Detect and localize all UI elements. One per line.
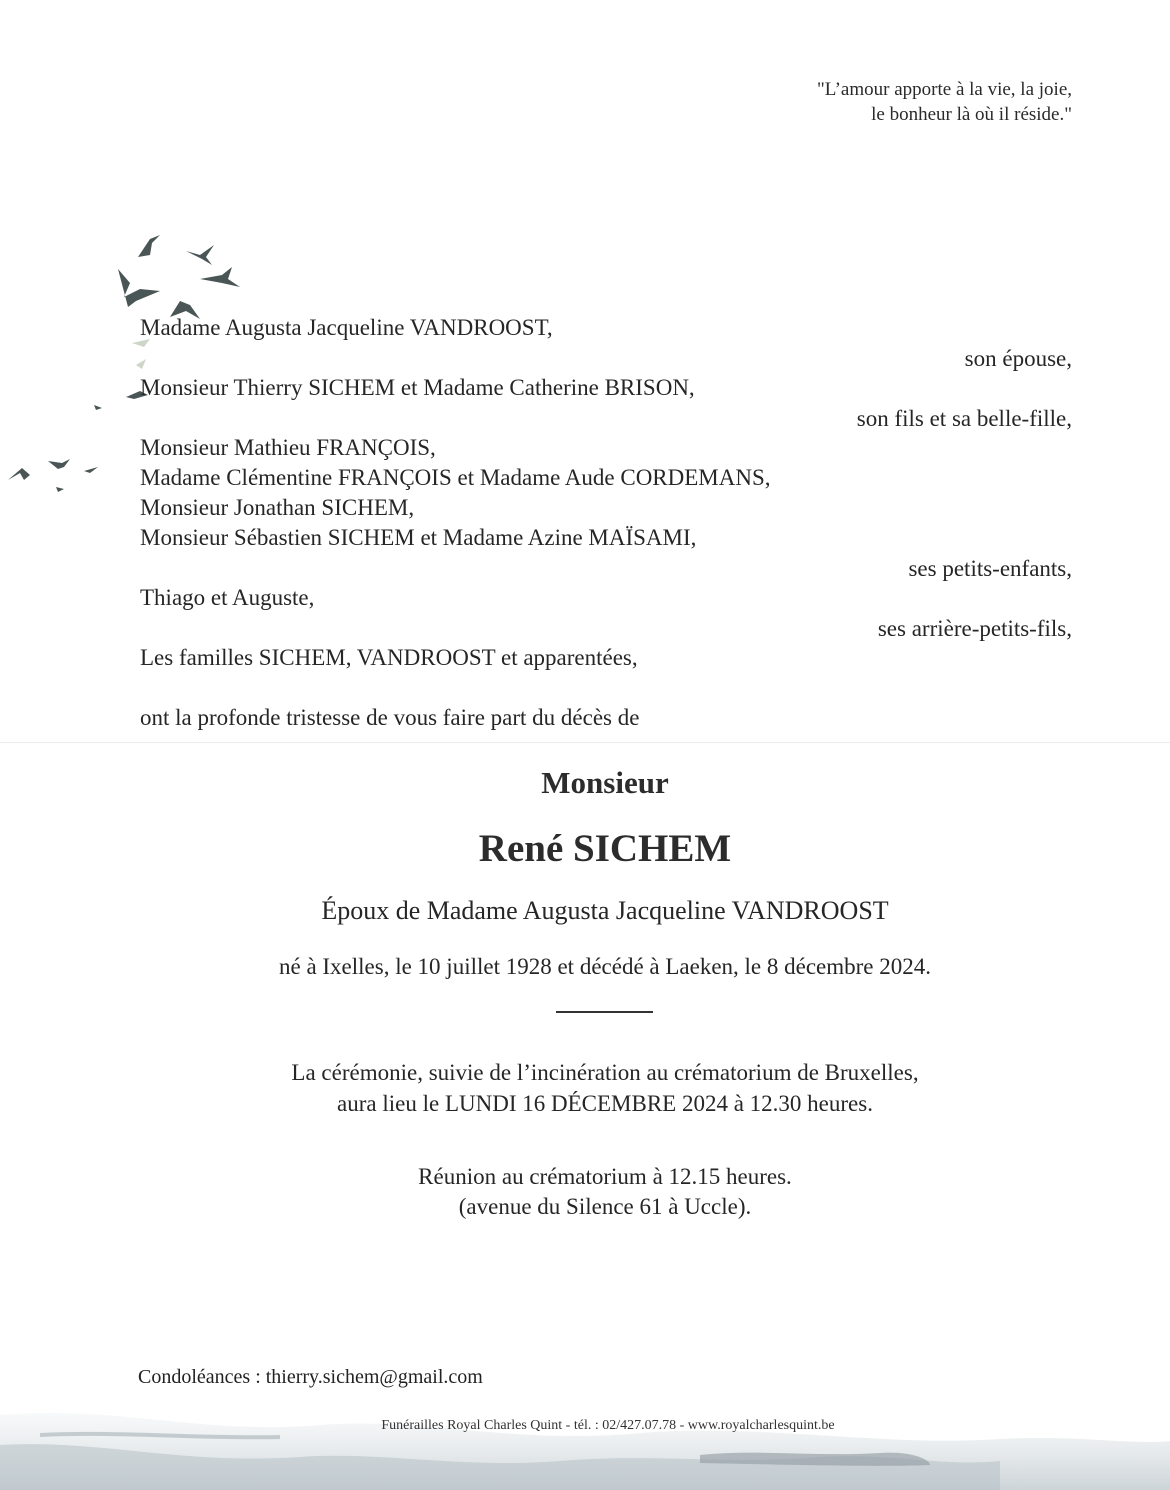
ceremony-line-2: aura lieu le LUNDI 16 DÉCEMBRE 2024 à 12.30 heures. bbox=[337, 1091, 873, 1116]
family-member: Monsieur Mathieu FRANÇOIS, bbox=[140, 435, 436, 460]
relation-label: ses arrière-petits-fils, bbox=[877, 616, 1072, 641]
family-member: Monsieur Jonathan SICHEM, bbox=[140, 495, 415, 520]
announcement-intro: ont la profonde tristesse de vous faire part du décès de bbox=[140, 705, 640, 730]
family-member: Madame Clémentine FRANÇOIS et Madame Aude CORDEMANS, bbox=[140, 465, 771, 490]
relation-label: ses petits-enfants, bbox=[908, 556, 1072, 581]
family-member: Madame Augusta Jacqueline VANDROOST, bbox=[140, 315, 553, 340]
meeting-line-2: (avenue du Silence 61 à Uccle). bbox=[458, 1194, 752, 1219]
ceremony-line-1: La cérémonie, suivie de l’incinération au crématorium de Bruxelles, bbox=[291, 1060, 919, 1085]
condolences-email: Condoléances : thierry.sichem@gmail.com bbox=[138, 1366, 483, 1388]
deceased-name: René SICHEM bbox=[478, 827, 732, 870]
funeral-home-footer: Funérailles Royal Charles Quint - tél. : 02/427.07.78 - www.royalcharlesquint.be bbox=[381, 1418, 835, 1433]
dates-line: né à Ixelles, le 10 juillet 1928 et décédé à Laeken, le 8 décembre 2024. bbox=[278, 954, 932, 979]
epigraph-line-2: le bonheur là où il réside." bbox=[871, 104, 1072, 125]
spouse-line: Époux de Madame Augusta Jacqueline VANDROOST bbox=[321, 896, 889, 925]
meeting-line-1: Réunion au crématorium à 12.15 heures. bbox=[418, 1164, 792, 1189]
deceased-honorific: Monsieur bbox=[541, 765, 669, 800]
divider bbox=[556, 1011, 653, 1013]
family-member: Monsieur Thierry SICHEM et Madame Catherine BRISON, bbox=[140, 375, 695, 400]
watercolor-wash bbox=[0, 1395, 1170, 1490]
relation-label: son épouse, bbox=[964, 346, 1072, 371]
fold-line bbox=[0, 742, 1170, 743]
epigraph-line-1: "L’amour apporte à la vie, la joie, bbox=[816, 79, 1072, 100]
family-member: Les familles SICHEM, VANDROOST et apparentées, bbox=[140, 645, 638, 670]
family-member: Monsieur Sébastien SICHEM et Madame Azine MAÏSAMI, bbox=[140, 525, 697, 550]
family-member: Thiago et Auguste, bbox=[140, 585, 315, 610]
relation-label: son fils et sa belle-fille, bbox=[856, 406, 1072, 431]
